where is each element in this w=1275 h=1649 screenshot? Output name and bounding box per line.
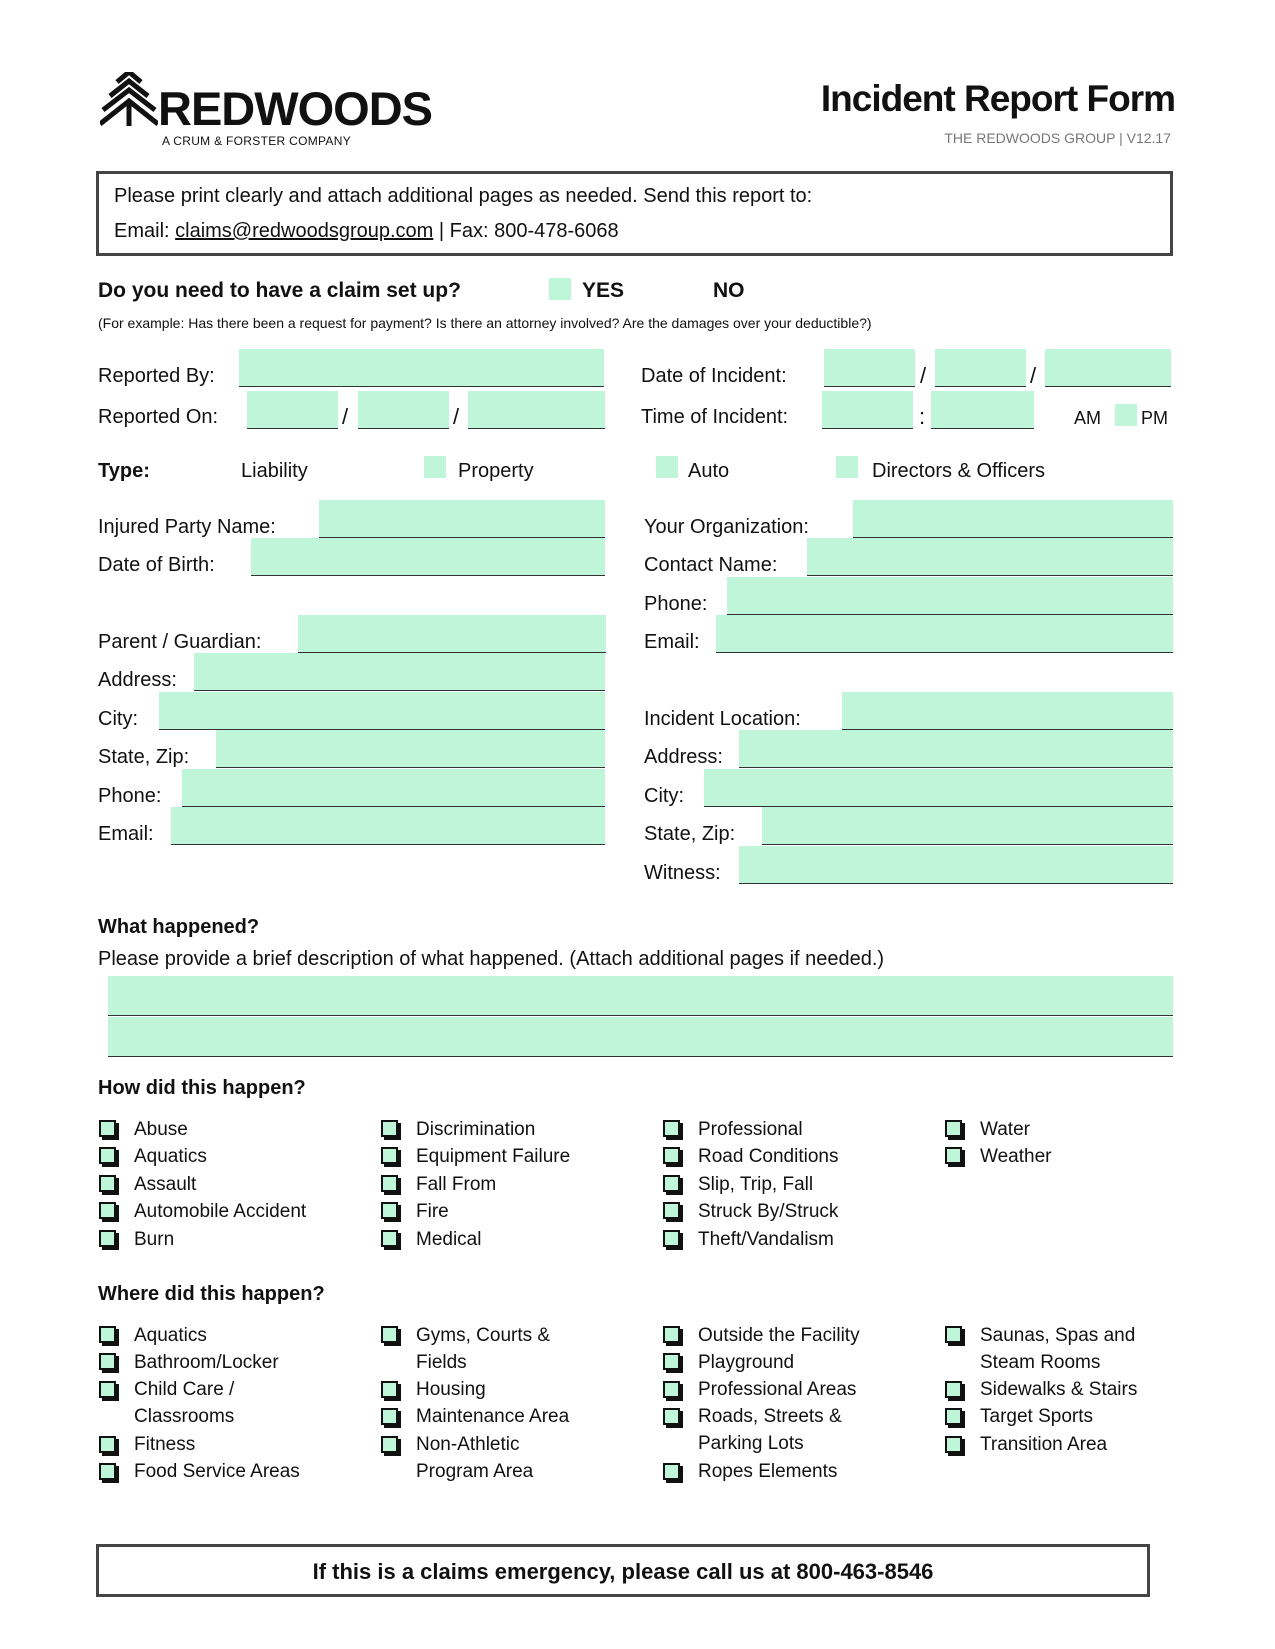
where-option-bathroom: Bathroom/Locker <box>134 1352 279 1373</box>
type-liability-label: Liability <box>241 460 308 482</box>
type-property-checkbox[interactable] <box>424 456 446 478</box>
address-field[interactable] <box>194 653 605 691</box>
how-option-water: Water <box>980 1119 1030 1140</box>
type-do-label: Directors & Officers <box>872 460 1045 482</box>
incident-location-field[interactable] <box>842 692 1173 730</box>
how-checkbox-abuse[interactable] <box>99 1120 116 1137</box>
witness-label: Witness: <box>644 862 721 884</box>
where-checkbox-nonathletic[interactable] <box>381 1436 398 1453</box>
incident-hour-field[interactable] <box>822 391 913 429</box>
where-option-outside: Outside the Facility <box>698 1325 860 1346</box>
description-line-1[interactable] <box>108 976 1173 1016</box>
notice-box <box>96 171 1173 256</box>
where-option-aquatics: Aquatics <box>134 1325 207 1346</box>
how-option-theft: Theft/Vandalism <box>698 1229 834 1250</box>
am-label: AM <box>1074 408 1101 428</box>
location-state-zip-field[interactable] <box>762 807 1173 845</box>
where-checkbox-target[interactable] <box>945 1408 962 1425</box>
claim-no-label: NO <box>713 279 745 302</box>
incident-minute-field[interactable] <box>931 391 1034 429</box>
org-phone-label: Phone: <box>644 593 708 615</box>
claims-email-link[interactable]: claims@redwoodsgroup.com <box>175 220 434 242</box>
where-checkbox-childcare[interactable] <box>99 1381 116 1398</box>
location-state-zip-label: State, Zip: <box>644 823 736 845</box>
how-option-equipment: Equipment Failure <box>416 1146 571 1167</box>
where-checkbox-sidewalks[interactable] <box>945 1381 962 1398</box>
how-checkbox-struck[interactable] <box>663 1202 680 1219</box>
reported-by-field[interactable] <box>239 349 604 387</box>
email-field[interactable] <box>171 807 605 845</box>
where-checkbox-ropes[interactable] <box>663 1463 680 1480</box>
phone-field[interactable] <box>182 769 605 807</box>
where-option-target: Target Sports <box>980 1406 1093 1427</box>
how-checkbox-aquatics[interactable] <box>99 1147 116 1164</box>
claim-yes-checkbox[interactable] <box>549 278 571 300</box>
where-option-sidewalks: Sidewalks & Stairs <box>980 1379 1138 1400</box>
how-checkbox-water[interactable] <box>945 1120 962 1137</box>
location-city-label: City: <box>644 785 684 807</box>
date-separator: / <box>453 404 460 429</box>
how-checkbox-equipment[interactable] <box>381 1147 398 1164</box>
how-option-struck: Struck By/Struck <box>698 1201 839 1222</box>
where-checkbox-food[interactable] <box>99 1463 116 1480</box>
injured-party-label: Injured Party Name: <box>98 516 276 538</box>
date-separator: / <box>1030 363 1037 388</box>
witness-field[interactable] <box>739 846 1173 884</box>
where-checkbox-transition[interactable] <box>945 1436 962 1453</box>
type-label: Type: <box>98 460 150 482</box>
type-property-label: Property <box>458 460 534 482</box>
form-title: Incident Report Form <box>820 78 1175 119</box>
claim-yes-label: YES <box>582 279 625 302</box>
how-checkbox-medical[interactable] <box>381 1230 398 1247</box>
how-option-burn: Burn <box>134 1229 175 1250</box>
phone-label: Phone: <box>98 785 162 807</box>
where-heading: Where did this happen? <box>98 1283 325 1305</box>
state-zip-field[interactable] <box>216 730 605 768</box>
type-auto-label: Auto <box>688 460 730 482</box>
how-option-assault: Assault <box>134 1174 197 1195</box>
reported-day-field[interactable] <box>358 391 449 429</box>
where-checkbox-playground[interactable] <box>663 1353 680 1370</box>
org-email-label: Email: <box>644 631 700 653</box>
where-checkbox-gyms[interactable] <box>381 1326 398 1343</box>
how-option-discrimination: Discrimination <box>416 1119 536 1140</box>
brand-tagline: A CRUM & FORSTER COMPANY <box>162 134 351 148</box>
address-label: Address: <box>98 669 177 691</box>
incident-day-field[interactable] <box>935 349 1026 387</box>
how-heading: How did this happen? <box>98 1077 306 1099</box>
how-checkbox-road[interactable] <box>663 1147 680 1164</box>
where-option-saunas: Saunas, Spas and Steam Rooms <box>980 1325 1136 1373</box>
guardian-label: Parent / Guardian: <box>98 631 262 653</box>
date-of-incident-label: Date of Incident: <box>641 365 787 387</box>
where-option-ropes: Ropes Elements <box>698 1461 838 1482</box>
what-happened-prompt: Please provide a brief description of what happened. (Attach additional pages if needed.) <box>98 948 885 970</box>
form-version: THE REDWOODS GROUP | V12.17 <box>944 130 1171 146</box>
dob-field[interactable] <box>251 538 605 576</box>
email-prefix: Email: <box>114 220 176 242</box>
how-checkbox-burn[interactable] <box>99 1230 116 1247</box>
guardian-field[interactable] <box>298 615 606 653</box>
how-option-abuse: Abuse <box>134 1119 188 1140</box>
emergency-box <box>96 1544 1150 1597</box>
claim-question: Do you need to have a claim set up? <box>98 279 461 302</box>
where-checkbox-saunas[interactable] <box>945 1326 962 1343</box>
how-option-aquatics: Aquatics <box>134 1146 207 1167</box>
contact-name-field[interactable] <box>807 538 1173 576</box>
how-option-slip: Slip, Trip, Fall <box>698 1174 814 1195</box>
brand-logo <box>100 70 430 150</box>
incident-year-field[interactable] <box>1045 349 1171 387</box>
reported-year-field[interactable] <box>468 391 605 429</box>
reported-by-label: Reported By: <box>98 365 215 387</box>
where-option-roads: Roads, Streets & Parking Lots <box>698 1406 842 1454</box>
city-label: City: <box>98 708 138 730</box>
org-phone-field[interactable] <box>727 577 1173 615</box>
where-checkbox-bathroom[interactable] <box>99 1353 116 1370</box>
organization-label: Your Organization: <box>644 516 809 538</box>
where-option-professional: Professional Areas <box>698 1379 857 1400</box>
pm-label: PM <box>1141 408 1168 428</box>
how-option-automobile: Automobile Accident <box>134 1201 307 1222</box>
how-checkbox-discrimination[interactable] <box>381 1120 398 1137</box>
city-field[interactable] <box>159 692 605 730</box>
where-option-transition: Transition Area <box>980 1434 1108 1455</box>
incident-month-field[interactable] <box>824 349 915 387</box>
where-option-nonathletic: Non-Athletic Program Area <box>416 1434 534 1482</box>
how-option-weather: Weather <box>980 1146 1052 1167</box>
reported-on-label: Reported On: <box>98 406 219 428</box>
where-option-childcare: Child Care / Classrooms <box>134 1379 235 1427</box>
how-checkbox-fire[interactable] <box>381 1202 398 1219</box>
time-separator: : <box>919 404 926 429</box>
reported-month-field[interactable] <box>247 391 338 429</box>
where-checkbox-outside[interactable] <box>663 1326 680 1343</box>
claim-note: (For example: Has there been a request for payment? Is there an attorney involved? Are the damages over your deductible?) <box>98 315 872 331</box>
where-checkbox-professional[interactable] <box>663 1381 680 1398</box>
date-separator: / <box>342 404 349 429</box>
time-of-incident-label: Time of Incident: <box>641 406 789 428</box>
where-option-maintenance: Maintenance Area <box>416 1406 570 1427</box>
how-checkbox-theft[interactable] <box>663 1230 680 1247</box>
description-line-2[interactable] <box>108 1017 1173 1057</box>
fax-number: | Fax: 800-478-6068 <box>433 220 619 242</box>
where-option-housing: Housing <box>416 1379 486 1400</box>
where-checkbox-aquatics[interactable] <box>99 1326 116 1343</box>
where-option-gyms: Gyms, Courts & Fields <box>416 1325 551 1373</box>
notice-line2 <box>114 220 619 243</box>
how-option-professional: Professional <box>698 1119 803 1140</box>
how-option-fall: Fall From <box>416 1174 497 1195</box>
brand-name: REDWOODS <box>158 82 432 135</box>
emergency-text: If this is a claims emergency, please call us at 800-463-8546 <box>312 1559 934 1584</box>
how-option-fire: Fire <box>416 1201 449 1222</box>
pm-checkbox[interactable] <box>1115 404 1137 426</box>
email-label: Email: <box>98 823 154 845</box>
where-checkbox-fitness[interactable] <box>99 1436 116 1453</box>
location-address-label: Address: <box>644 746 723 768</box>
injured-party-field[interactable] <box>319 500 605 538</box>
type-auto-checkbox[interactable] <box>656 456 678 478</box>
how-checkbox-slip[interactable] <box>663 1175 680 1192</box>
type-do-checkbox[interactable] <box>836 456 858 478</box>
how-checkbox-assault[interactable] <box>99 1175 116 1192</box>
notice-line1: Please print clearly and attach additional pages as needed. Send this report to: <box>114 185 813 207</box>
how-checkbox-automobile[interactable] <box>99 1202 116 1219</box>
state-zip-label: State, Zip: <box>98 746 190 768</box>
date-separator: / <box>920 363 927 388</box>
how-checkbox-fall[interactable] <box>381 1175 398 1192</box>
organization-field[interactable] <box>853 500 1173 538</box>
where-option-fitness: Fitness <box>134 1434 196 1455</box>
how-option-road: Road Conditions <box>698 1146 839 1167</box>
what-happened-heading: What happened? <box>98 916 260 938</box>
where-option-food: Food Service Areas <box>134 1461 300 1482</box>
location-address-field[interactable] <box>739 730 1173 768</box>
how-checkbox-weather[interactable] <box>945 1147 962 1164</box>
incident-location-label: Incident Location: <box>644 708 801 730</box>
where-checkbox-roads[interactable] <box>663 1408 680 1425</box>
org-email-field[interactable] <box>716 615 1173 653</box>
where-checkbox-housing[interactable] <box>381 1381 398 1398</box>
how-checkbox-professional[interactable] <box>663 1120 680 1137</box>
dob-label: Date of Birth: <box>98 554 215 576</box>
location-city-field[interactable] <box>704 769 1173 807</box>
contact-name-label: Contact Name: <box>644 554 778 576</box>
redwoods-tree-icon <box>100 72 158 126</box>
where-option-playground: Playground <box>698 1352 795 1373</box>
where-checkbox-maintenance[interactable] <box>381 1408 398 1425</box>
how-option-medical: Medical <box>416 1229 482 1250</box>
